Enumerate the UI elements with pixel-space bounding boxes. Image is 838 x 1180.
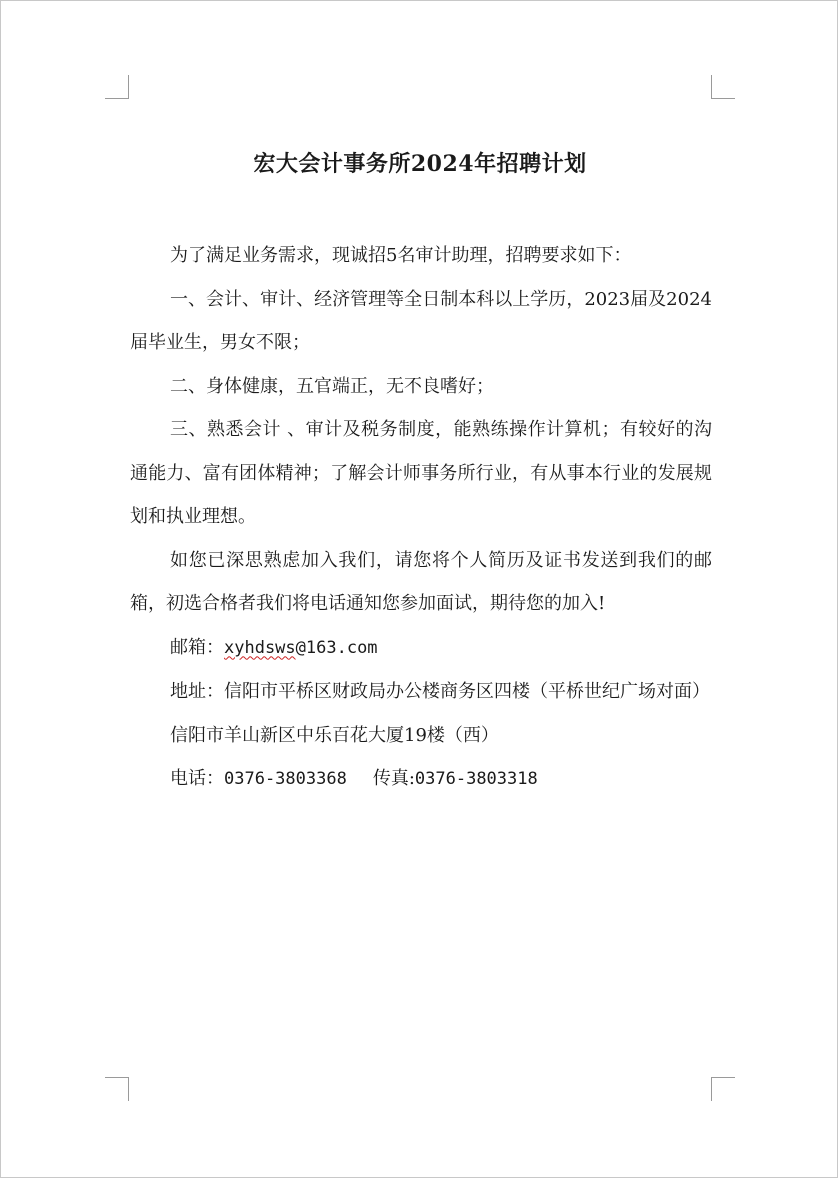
- requirement-2: 二、身体健康，五官端正，无不良嗜好；: [170, 375, 494, 397]
- intro-paragraph: 为了满足业务需求，现诚招5名审计助理，招聘要求如下：: [170, 245, 632, 266]
- requirement-3: 三、熟悉会计 、审计及税务制度，能熟练操作计算机；有较好的沟通能力、富有团体精神；了解会计师事务所行业，有从事本行业的发展规划和执业理想。: [130, 419, 712, 527]
- address-1: 信阳市平桥区财政局办公楼商务区四楼（平桥世纪广场对面）: [224, 681, 710, 702]
- document-title: 宏大会计事务所2024年招聘计划: [253, 151, 587, 177]
- invitation-paragraph: 如您已深思熟虑加入我们，请您将个人简历及证书发送到我们的邮箱，初选合格者我们将电话通知您参加面试，期待您的加入!: [130, 549, 712, 614]
- address-line-1: [130, 670, 712, 714]
- requirement-1: 一、会计、审计、经济管理等全日制本科以上学历，2023届及2024届毕业生，男女不限；: [130, 288, 712, 353]
- crop-mark-top-right: [711, 75, 735, 99]
- contact-line: [130, 757, 712, 802]
- address-label: 地址：: [170, 681, 224, 702]
- email-user: xyhdsws: [224, 637, 296, 658]
- email-label: 邮箱：: [170, 636, 224, 658]
- crop-mark-bottom-right: [711, 1077, 735, 1101]
- document-body: [130, 234, 712, 802]
- phone-label: 电话：: [170, 768, 224, 789]
- crop-mark-bottom-left: [105, 1077, 129, 1101]
- crop-mark-top-left: [105, 75, 129, 99]
- email-domain: @163.com: [295, 637, 378, 658]
- fax-label: 传真:: [372, 768, 415, 789]
- email-line: [130, 626, 712, 671]
- address-line-2: 信阳市羊山新区中乐百花大厦19楼（西）: [170, 724, 499, 746]
- phone-number: 0376-3803368: [224, 769, 347, 789]
- fax-number: 0376-3803318: [414, 769, 538, 789]
